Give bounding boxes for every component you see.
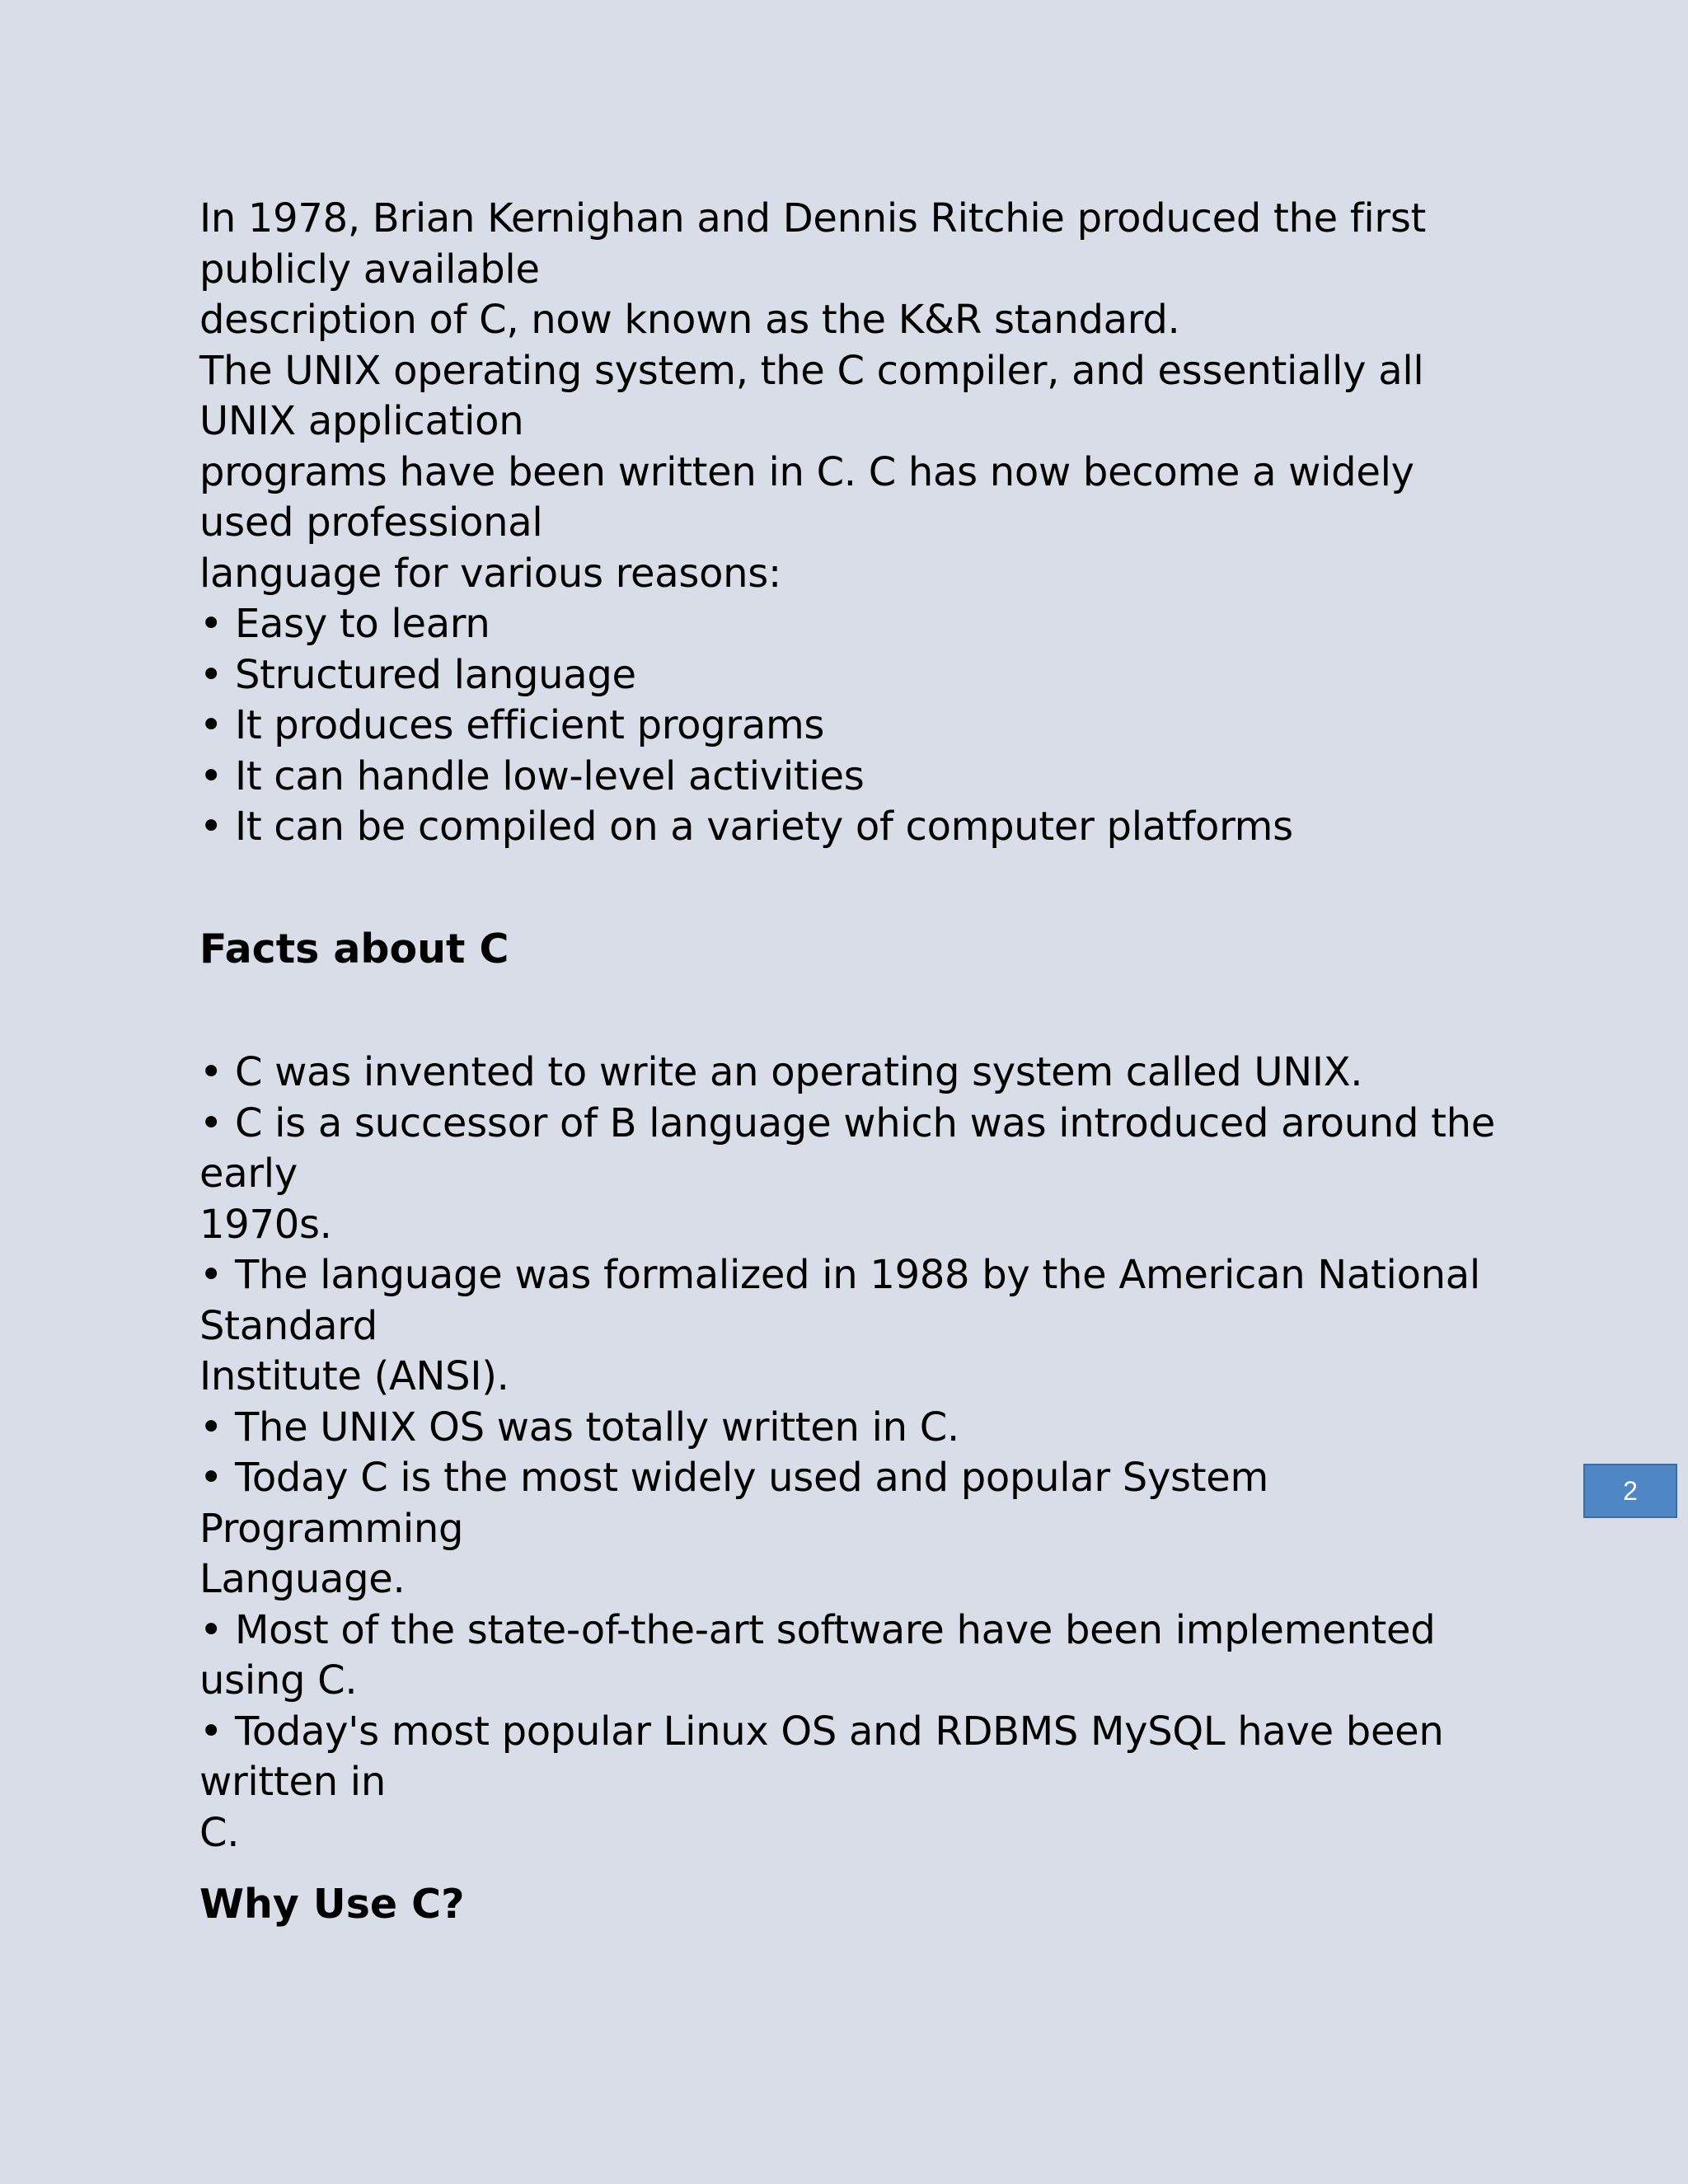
bullet-item: • It can be compiled on a variety of computer platforms — [199, 804, 1293, 850]
text-line: C. — [199, 1809, 240, 1856]
text-line: 1970s. — [199, 1201, 332, 1248]
bullet-item: • C was invented to write an operating system called UNIX. — [199, 1049, 1363, 1095]
bullet-item: • The language was formalized in 1988 by the American National — [199, 1252, 1480, 1298]
text-line: Programming — [199, 1505, 464, 1552]
page-content — [199, 194, 1502, 1930]
text-line: written in — [199, 1759, 386, 1805]
text-line: UNIX application — [199, 398, 524, 444]
text-line: description of C, now known as the K&R standard. — [199, 297, 1180, 343]
text-line: The UNIX operating system, the C compiler, and essentially all — [199, 347, 1424, 394]
bullet-item: • Structured language — [199, 651, 636, 698]
bullet-item: • Easy to learn — [199, 601, 490, 647]
text-line: using C. — [199, 1657, 358, 1704]
bullet-item: • It can handle low-level activities — [199, 752, 865, 799]
text-line: Standard — [199, 1302, 377, 1349]
text-line: programs have been written in C. C has now become a widely — [199, 448, 1414, 495]
bullet-item: • The UNIX OS was totally written in C. — [199, 1404, 959, 1451]
bullet-item: • C is a successor of B language which was introduced around the — [199, 1099, 1495, 1146]
text-line: used professional — [199, 499, 543, 546]
facts-heading: Facts about C — [199, 925, 509, 972]
bullet-item: • Today's most popular Linux OS and RDBMS MySQL have been — [199, 1708, 1444, 1755]
why-use-c-heading: Why Use C? — [199, 1881, 465, 1928]
text-line: In 1978, Brian Kernighan and Dennis Ritchie produced the first — [199, 195, 1427, 241]
text-line: language for various reasons: — [199, 550, 781, 597]
facts-list — [199, 1047, 1502, 1858]
bullet-item: • Today C is the most widely used and popular System — [199, 1455, 1268, 1501]
page-number-badge: 2 — [1583, 1464, 1677, 1518]
text-line: early — [199, 1151, 298, 1197]
bullet-item: • It produces efficient programs — [199, 702, 825, 748]
text-line: publicly available — [199, 246, 540, 293]
text-line: Institute (ANSI). — [199, 1353, 509, 1399]
intro-paragraph — [199, 194, 1502, 853]
bullet-item: • Most of the state-of-the-art software have been implemented — [199, 1606, 1436, 1653]
text-line: Language. — [199, 1556, 406, 1602]
